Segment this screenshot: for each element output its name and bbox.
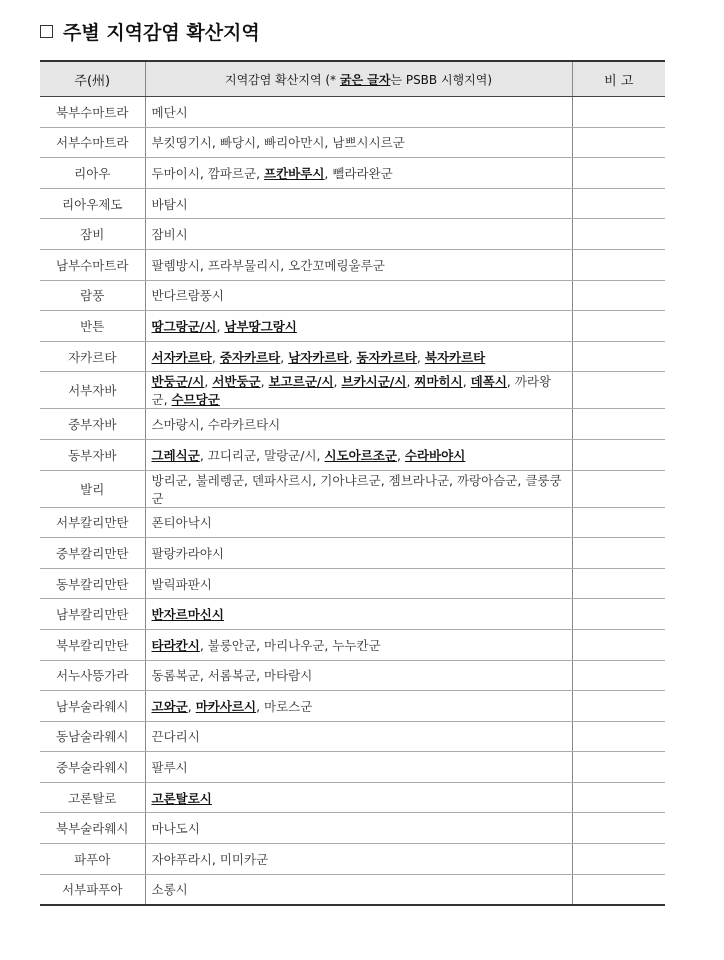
regions-cell: 그레식군, 끄디리군, 말랑군/시, 시도아르조군, 수라바야시: [145, 439, 572, 470]
province-cell: 발리: [40, 470, 145, 507]
table-row: [40, 470, 665, 507]
remarks-cell: [572, 372, 665, 409]
province-cell: 서부칼리만탄: [40, 507, 145, 538]
region-name: 보고르군/시: [268, 374, 334, 390]
table-row: [40, 874, 665, 905]
region-name: 부킷띵기시: [151, 135, 212, 151]
remarks-cell: [572, 844, 665, 875]
province-cell: 람풍: [40, 280, 145, 311]
province-cell: 남부술라웨시: [40, 691, 145, 722]
remarks-cell: [572, 752, 665, 783]
regions-cell: 고와군, 마카사르시, 마로스군: [145, 691, 572, 722]
province-cell: 동남술라웨시: [40, 721, 145, 752]
remarks-cell: [572, 127, 665, 158]
region-name: 동롬복군: [151, 668, 200, 684]
regions-table: [40, 60, 665, 906]
region-name: 브카시군/시: [341, 374, 407, 390]
region-name: 마타람시: [264, 668, 313, 684]
regions-cell: 타라칸시, 불룽안군, 마리나우군, 누누칸군: [145, 629, 572, 660]
region-name: 프칸바루시: [264, 165, 325, 181]
table-body: [40, 97, 665, 906]
province-cell: 자카르타: [40, 341, 145, 372]
province-cell: 동부칼리만탄: [40, 568, 145, 599]
table-row: [40, 341, 665, 372]
region-name: 끈다리시: [151, 729, 200, 745]
table-row: [40, 372, 665, 409]
table-row: [40, 219, 665, 250]
remarks-cell: [572, 97, 665, 128]
table-row: [40, 249, 665, 280]
table-row: [40, 127, 665, 158]
region-name: 미미카군: [219, 851, 269, 867]
remarks-cell: [572, 782, 665, 813]
region-name: 마로스군: [264, 698, 313, 714]
province-cell: 고론탈로: [40, 782, 145, 813]
regions-cell: 자야푸라시, 미미카군: [145, 844, 572, 875]
regions-cell: 반둥군/시, 서반둥군, 보고르군/시, 브카시군/시, 찌마히시, 데폭시, 까라왕군, 수므당군: [145, 372, 572, 409]
region-name: 불레렝군: [195, 472, 244, 488]
region-name: 오간꼬메링울루군: [288, 257, 385, 273]
remarks-cell: [572, 409, 665, 440]
table-row: [40, 721, 665, 752]
region-name: 남자카르타: [288, 349, 349, 365]
regions-cell: [145, 568, 572, 599]
province-cell: 서부수마트라: [40, 127, 145, 158]
region-name: 서롬복군: [207, 668, 257, 684]
remarks-cell: [572, 249, 665, 280]
regions-cell: 팔렘방시, 프라부물리시, 오간꼬메링울루군: [145, 249, 572, 280]
regions-cell: [145, 538, 572, 569]
province-cell: 중부칼리만탄: [40, 538, 145, 569]
table-row: [40, 752, 665, 783]
region-name: 잠비시: [151, 227, 188, 243]
regions-cell: 땅그랑군/시, 남부땅그랑시: [145, 311, 572, 342]
region-name: 까랑아슴군: [456, 472, 518, 488]
region-name: 까라왕군: [151, 374, 552, 408]
province-cell: 북부술라웨시: [40, 813, 145, 844]
region-name: 두마이시: [151, 165, 200, 181]
region-name: 스마랑시: [151, 417, 200, 433]
regions-cell: [145, 97, 572, 128]
header-regions: 지역감염 확산지역 (* 굵은 글자는 PSBB 시행지역): [145, 61, 572, 97]
province-cell: 반튼: [40, 311, 145, 342]
table-row: [40, 311, 665, 342]
regions-cell: 동롬복군, 서롬복군, 마타람시: [145, 660, 572, 691]
remarks-cell: [572, 874, 665, 905]
remarks-cell: [572, 538, 665, 569]
region-name: 그레식군: [151, 447, 200, 463]
region-name: 수라카르타시: [207, 417, 281, 433]
region-name: 기아냐르군: [320, 472, 381, 488]
region-name: 마카사르시: [195, 698, 257, 714]
table-row: [40, 409, 665, 440]
region-name: 누누칸군: [332, 637, 381, 653]
table-row: [40, 280, 665, 311]
remarks-cell: [572, 813, 665, 844]
table-row: [40, 599, 665, 630]
province-cell: 북부수마트라: [40, 97, 145, 128]
header-province: 주(州): [40, 61, 145, 97]
table-row: [40, 568, 665, 599]
remarks-cell: [572, 219, 665, 250]
remarks-cell: [572, 158, 665, 189]
table-row: [40, 782, 665, 813]
region-name: 자야푸라시: [151, 851, 212, 867]
region-name: 메단시: [151, 104, 188, 120]
region-name: 서자카르타: [151, 349, 212, 365]
remarks-cell: [572, 721, 665, 752]
table-header-row: [40, 61, 665, 97]
region-name: 시도아르조군: [324, 447, 397, 463]
region-name: 남부땅그랑시: [224, 318, 297, 334]
region-name: 데폭시: [470, 374, 507, 390]
table-row: [40, 813, 665, 844]
table-row: [40, 439, 665, 470]
province-cell: 파푸아: [40, 844, 145, 875]
region-name: 말랑군/시: [264, 447, 317, 463]
region-name: 끄디리군: [207, 447, 257, 463]
region-name: 북자카르타: [424, 349, 486, 365]
region-name: 바탐시: [151, 196, 188, 212]
province-cell: 잠비: [40, 219, 145, 250]
region-name: 수므당군: [171, 392, 220, 408]
remarks-cell: [572, 691, 665, 722]
table-row: [40, 97, 665, 128]
region-name: 마리나우군: [264, 637, 325, 653]
province-cell: 리아우제도: [40, 188, 145, 219]
regions-cell: 두마이시, 깜파르군, 프칸바루시, 뻴라라완군: [145, 158, 572, 189]
document-title: [40, 18, 260, 45]
region-name: 젬브라나군: [388, 472, 450, 488]
table-row: [40, 538, 665, 569]
region-name: 중자카르타: [219, 349, 281, 365]
regions-cell: [145, 599, 572, 630]
region-name: 찌마히시: [414, 374, 463, 390]
title-text: 주별 지역감염 확산지역: [63, 22, 260, 44]
province-cell: 서누사뜽가라: [40, 660, 145, 691]
remarks-cell: [572, 311, 665, 342]
province-cell: 중부자바: [40, 409, 145, 440]
remarks-cell: [572, 470, 665, 507]
region-name: 깜파르군: [207, 165, 257, 181]
region-name: 땅그랑군/시: [151, 318, 217, 334]
table-row: [40, 629, 665, 660]
remarks-cell: [572, 660, 665, 691]
table-row: [40, 158, 665, 189]
region-name: 반둥군/시: [151, 374, 205, 390]
checkbox-icon: [40, 25, 53, 38]
header-remarks: 비 고: [572, 61, 665, 97]
regions-cell: 서자카르타, 중자카르타, 남자카르타, 동자카르타, 북자카르타: [145, 341, 572, 372]
table-row: [40, 691, 665, 722]
region-name: 발릭파판시: [151, 576, 212, 592]
regions-cell: 스마랑시, 수라카르타시: [145, 409, 572, 440]
province-cell: 북부칼리만탄: [40, 629, 145, 660]
region-name: 소롱시: [151, 882, 188, 898]
regions-cell: 부킷띵기시, 빠당시, 빠리아만시, 남쁘시시르군: [145, 127, 572, 158]
remarks-cell: [572, 341, 665, 372]
region-name: 뻴라라완군: [332, 165, 393, 181]
province-cell: 서부자바: [40, 372, 145, 409]
region-name: 고와군: [151, 698, 188, 714]
regions-cell: [145, 782, 572, 813]
region-name: 클룽쿵군: [151, 472, 562, 506]
regions-cell: [145, 813, 572, 844]
table-row: [40, 507, 665, 538]
province-cell: 서부파푸아: [40, 874, 145, 905]
region-name: 프라부물리시: [207, 257, 281, 273]
province-cell: 남부칼리만탄: [40, 599, 145, 630]
remarks-cell: [572, 568, 665, 599]
region-name: 불룽안군: [207, 637, 257, 653]
province-cell: 남부수마트라: [40, 249, 145, 280]
region-name: 마나도시: [151, 821, 200, 837]
region-name: 팔루시: [151, 760, 188, 776]
region-name: 팔랑카라야시: [151, 545, 224, 561]
region-name: 반다르람풍시: [151, 288, 224, 304]
region-name: 수라바야시: [404, 447, 466, 463]
region-name: 빠리아만시: [264, 135, 325, 151]
region-name: 서반둥군: [212, 374, 261, 390]
regions-cell: [145, 752, 572, 783]
regions-cell: [145, 874, 572, 905]
region-name: 타라칸시: [151, 637, 200, 653]
province-cell: 리아우: [40, 158, 145, 189]
regions-cell: [145, 721, 572, 752]
remarks-cell: [572, 507, 665, 538]
region-name: 남쁘시시르군: [332, 135, 405, 151]
table-row: [40, 844, 665, 875]
province-cell: 동부자바: [40, 439, 145, 470]
remarks-cell: [572, 599, 665, 630]
region-name: 방리군: [151, 472, 188, 488]
regions-cell: [145, 219, 572, 250]
region-name: 덴파사르시: [251, 472, 313, 488]
province-cell: 중부술라웨시: [40, 752, 145, 783]
regions-cell: [145, 188, 572, 219]
regions-cell: [145, 280, 572, 311]
remarks-cell: [572, 439, 665, 470]
remarks-cell: [572, 629, 665, 660]
region-name: 동자카르타: [356, 349, 417, 365]
remarks-cell: [572, 188, 665, 219]
regions-cell: [145, 507, 572, 538]
table-row: [40, 188, 665, 219]
region-name: 팔렘방시: [151, 257, 200, 273]
region-name: 고론탈로시: [151, 790, 212, 806]
region-name: 반자르마신시: [151, 607, 224, 623]
remarks-cell: [572, 280, 665, 311]
region-name: 폰티아낙시: [151, 515, 212, 531]
regions-cell: 방리군, 불레렝군, 덴파사르시, 기아냐르군, 젬브라나군, 까랑아슴군, 클룽쿵군: [145, 470, 572, 507]
table-row: [40, 660, 665, 691]
region-name: 빠당시: [219, 135, 257, 151]
